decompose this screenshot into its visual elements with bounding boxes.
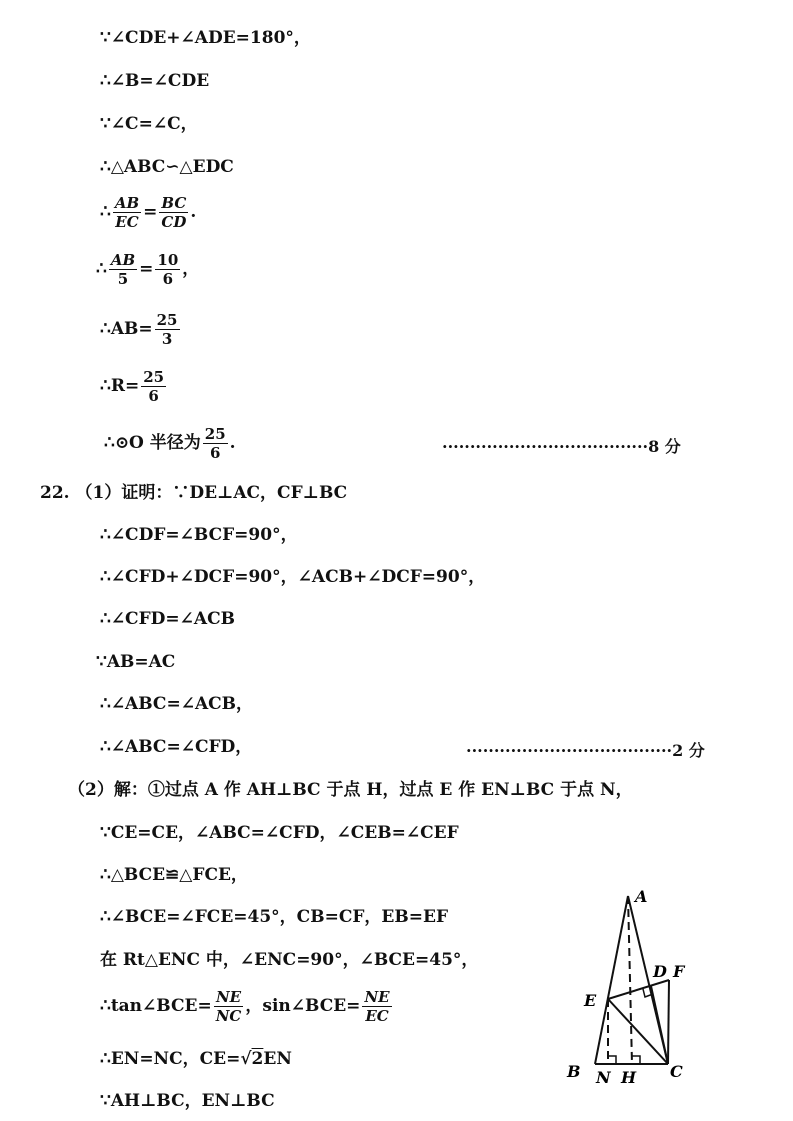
expression: ∴R=: [100, 376, 140, 396]
q22-line-3: ∴∠CFD=∠ACB: [100, 609, 235, 629]
numerator: BC: [161, 194, 187, 212]
denominator: 6: [162, 270, 174, 288]
denominator: EC: [115, 213, 139, 231]
therefore-symbol: ∴: [100, 202, 111, 222]
expression: ∴EN=NC，CE=√: [100, 1049, 252, 1069]
p2-line-2: ∴△BCE≌△FCE，: [100, 865, 248, 885]
segment-ah: [628, 896, 632, 1064]
segment-ef: [608, 980, 669, 999]
fraction: [214, 988, 244, 1025]
segment-dc: [651, 986, 668, 1064]
p2-line-5: [100, 988, 394, 1025]
denominator: 6: [210, 444, 221, 462]
fraction: [203, 425, 228, 462]
fraction: [362, 988, 391, 1025]
label-b: B: [567, 1062, 581, 1081]
denominator: CD: [161, 213, 187, 231]
fraction: [109, 251, 137, 288]
score-8: ·····································8 分: [442, 437, 681, 456]
therefore-symbol: ∴: [96, 259, 107, 279]
p2-line-1: ∵CE=CE，∠ABC=∠CFD，∠CEB=∠CEF: [100, 823, 459, 843]
q22-line-1: ∴∠CDF=∠BCF=90°，: [100, 525, 298, 545]
numerator: AB: [114, 194, 140, 212]
right-angle-n: [608, 1056, 616, 1064]
label-d: D: [653, 962, 667, 981]
p2-line-4: 在 Rt△ENC 中，∠ENC=90°，∠BCE=45°，: [100, 950, 479, 970]
segment-ab: [595, 896, 628, 1064]
period: .: [190, 202, 197, 222]
label-f: F: [673, 962, 685, 981]
numerator: 10: [157, 251, 179, 269]
fraction: [159, 194, 188, 231]
label-c: C: [670, 1062, 683, 1081]
right-angle-h: [632, 1056, 640, 1064]
expression: ∴tan∠BCE=: [100, 996, 212, 1016]
denominator: EC: [365, 1007, 389, 1025]
line-angle-c: ∵∠C=∠C，: [100, 114, 198, 134]
label-a: A: [635, 887, 648, 906]
line-angle-sum: ∵∠CDE+∠ADE=180°，: [100, 28, 311, 48]
denominator: 5: [117, 270, 129, 288]
line-angle-b-cde: ∴∠B=∠CDE: [100, 71, 210, 91]
comma: ，: [182, 259, 200, 279]
period: .: [229, 433, 236, 453]
question-22-header: 22. （1）证明：∵DE⊥AC，CF⊥BC: [40, 483, 348, 503]
score-2: ·····································2 分: [466, 741, 705, 760]
q22-line-6: ∴∠ABC=∠CFD，: [100, 737, 253, 757]
expression: EN: [263, 1049, 292, 1069]
geometry-figure: [555, 880, 715, 1090]
denominator: 6: [148, 387, 159, 405]
denominator: 3: [161, 330, 173, 348]
q22-line-4: ∵AB=AC: [96, 652, 176, 672]
numerator: NE: [364, 988, 390, 1006]
numerator: NE: [215, 988, 242, 1006]
expression: ∴⊙O 半径为: [104, 433, 201, 453]
label-e: E: [584, 991, 597, 1010]
line-ratio-2: [96, 251, 199, 288]
denominator: NC: [215, 1007, 242, 1025]
p2-line-3: ∴∠BCE=∠FCE=45°，CB=CF，EB=EF: [100, 907, 449, 927]
p2-line-6: [100, 1048, 292, 1070]
line-r-value: [100, 368, 168, 405]
q22-line-5: ∴∠ABC=∠ACB，: [100, 694, 254, 714]
label-n: N: [596, 1068, 611, 1087]
fraction: [113, 194, 141, 231]
segment-cf: [668, 980, 669, 1064]
numerator: 25: [204, 425, 226, 443]
part-2-header: （2）解：①过点 A 作 AH⊥BC 于点 H，过点 E 作 EN⊥BC 于点 N，: [68, 780, 633, 800]
label-h: H: [621, 1068, 637, 1087]
fraction: [155, 311, 180, 348]
line-similar-triangles: ∴△ABC∽△EDC: [100, 157, 234, 177]
line-ratio-1: [100, 194, 196, 231]
line-ab-value: [100, 311, 182, 348]
numerator: 25: [156, 311, 178, 329]
equals-sign: =: [139, 259, 154, 279]
numerator: 25: [143, 368, 165, 386]
q22-line-2: ∴∠CFD+∠DCF=90°，∠ACB+∠DCF=90°，: [100, 567, 486, 587]
numerator: AB: [110, 251, 136, 269]
equals-sign: =: [143, 202, 158, 222]
segment-ec: [608, 999, 668, 1064]
fraction: [155, 251, 180, 288]
fraction: [141, 368, 166, 405]
expression: ，sin∠BCE=: [245, 996, 361, 1016]
line-radius-answer: [104, 425, 236, 462]
expression: ∴AB=: [100, 319, 153, 339]
radicand: 2: [251, 1049, 264, 1069]
p2-line-7: ∵AH⊥BC，EN⊥BC: [100, 1091, 275, 1111]
